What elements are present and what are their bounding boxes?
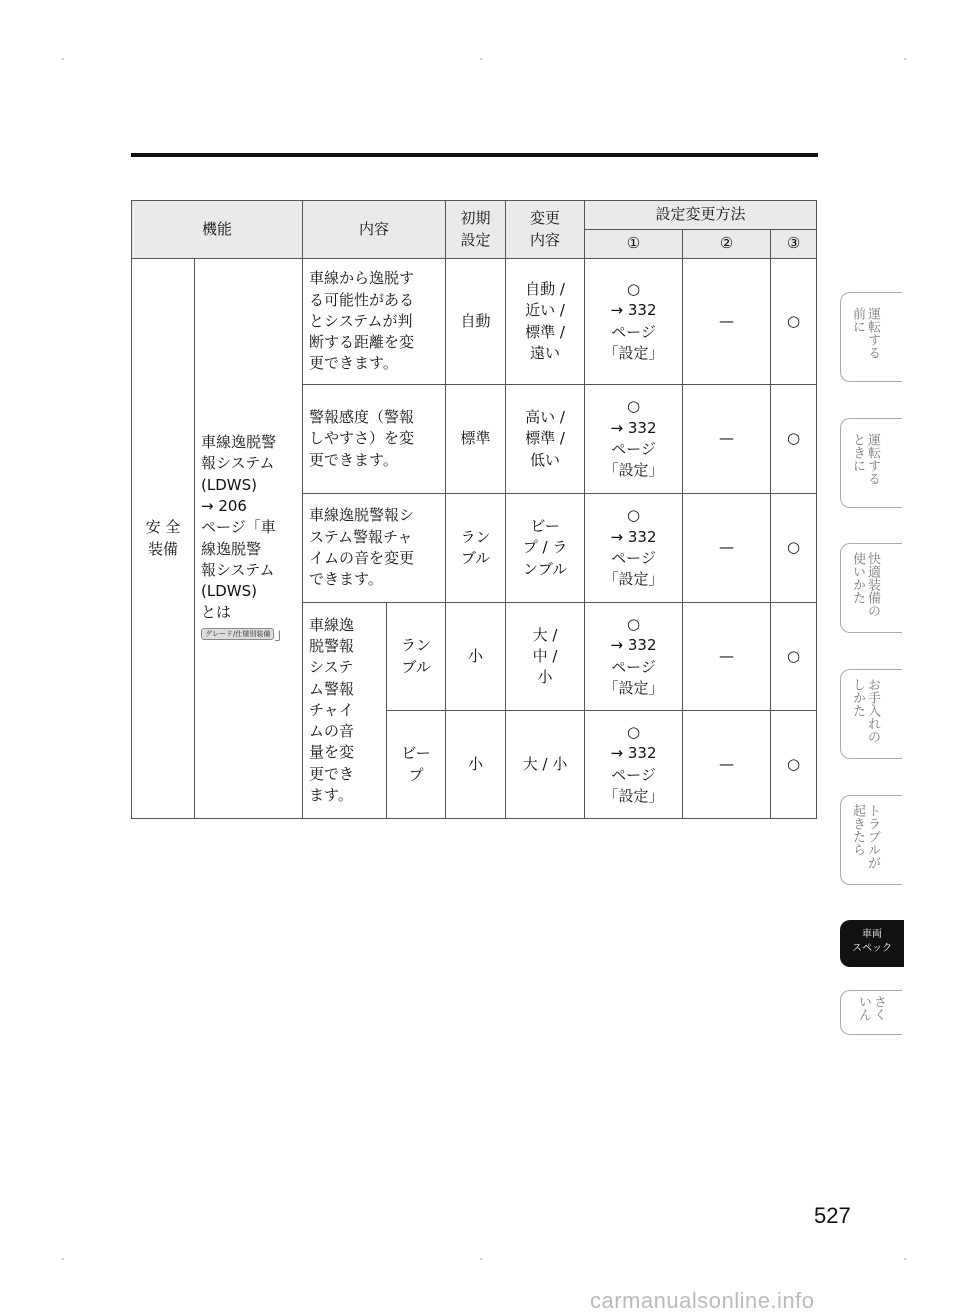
tab-trouble-label: トラブルが 起きたら <box>850 804 880 869</box>
tab-index-label: さく いん <box>856 995 886 1021</box>
row-change: 高い / 標準 / 低い <box>506 385 585 494</box>
header-method-1: ① <box>585 230 683 259</box>
row-initial: ラン ブル <box>446 494 506 603</box>
row-method-2: — <box>683 603 771 711</box>
row-initial: 小 <box>446 711 506 819</box>
row-method-1: ○ → 332 ページ 「設定」 <box>585 603 683 711</box>
feature-text: 車線逸脱警 報システム (LDWS) → 206 ページ「車 線逸脱警 報システム (LDWS) とは <box>201 433 277 622</box>
row-method-1: ○ → 332 ページ 「設定」 <box>585 385 683 494</box>
row-change: 大 / 中 / 小 <box>506 603 585 711</box>
crop-mark <box>904 58 906 60</box>
row-method-2: — <box>683 259 771 385</box>
header-method-3: ③ <box>771 230 817 259</box>
row-method-2: — <box>683 494 771 603</box>
row-method-2: — <box>683 385 771 494</box>
tab-comfort[interactable] <box>840 543 902 633</box>
crop-mark <box>480 1258 482 1260</box>
crop-mark <box>904 1258 906 1260</box>
sub-feature-cell: 車線逸 脱警報 システ ム警報 チャイ ムの音 量を変 更でき ます。 <box>303 603 387 819</box>
tab-care-label: お手入れの しかた <box>850 678 880 743</box>
row-change: 自動 / 近い / 標準 / 遠い <box>506 259 585 385</box>
row-method-1: ○ → 332 ページ 「設定」 <box>585 494 683 603</box>
row-content: 車線逸脱警報シ ステム警報チャ イムの音を変更 できます。 <box>303 494 446 603</box>
tab-trouble[interactable] <box>840 795 902 885</box>
row-method-3: ○ <box>771 711 817 819</box>
tab-index[interactable] <box>840 990 902 1035</box>
header-method: 設定変更方法 <box>585 201 817 230</box>
header-function: 機能 <box>132 201 303 259</box>
grade-badge: グレード/仕様別装備 <box>201 628 274 640</box>
crop-mark <box>62 1258 64 1260</box>
row-method-1: ○ → 332 ページ 「設定」 <box>585 711 683 819</box>
crop-mark <box>62 58 64 60</box>
row-method-2: — <box>683 711 771 819</box>
row-method-3: ○ <box>771 259 817 385</box>
row-content: ビー プ <box>387 711 446 819</box>
page-number: 527 <box>814 1203 851 1228</box>
header-method-2: ② <box>683 230 771 259</box>
settings-table <box>131 200 817 819</box>
tab-comfort-label: 快適装備の 使いかた <box>850 552 880 617</box>
feature-cell <box>195 259 303 819</box>
tab-vehicle-spec[interactable] <box>840 920 904 967</box>
row-method-3: ○ <box>771 385 817 494</box>
row-method-1: ○ → 332 ページ 「設定」 <box>585 259 683 385</box>
header-initial: 初期 設定 <box>446 201 506 259</box>
row-change: 大 / 小 <box>506 711 585 819</box>
feature-close: 」 <box>274 624 290 643</box>
row-content: 車線から逸脱す る可能性がある とシステムが判 断する距離を変 更できます。 <box>303 259 446 385</box>
tab-while-driving-label: 運転する ときに <box>850 433 880 485</box>
tab-care[interactable] <box>840 669 902 759</box>
header-rule <box>131 153 818 157</box>
row-change: ビー プ / ラ ンブル <box>506 494 585 603</box>
tab-while-driving[interactable] <box>840 418 902 508</box>
row-initial: 小 <box>446 603 506 711</box>
tab-vehicle-spec-label: 車両 スペック <box>852 929 892 954</box>
row-method-3: ○ <box>771 603 817 711</box>
row-method-3: ○ <box>771 494 817 603</box>
tab-before-driving[interactable] <box>840 292 902 382</box>
category-cell: 安 全 装備 <box>132 259 195 819</box>
crop-mark <box>480 58 482 60</box>
row-content: ラン ブル <box>387 603 446 711</box>
header-content: 内容 <box>303 201 446 259</box>
row-initial: 標準 <box>446 385 506 494</box>
header-change: 変更 内容 <box>506 201 585 259</box>
watermark: carmanualsonline.info <box>590 1288 815 1313</box>
row-content: 警報感度（警報 しやすさ）を変 更できます。 <box>303 385 446 494</box>
tab-before-driving-label: 運転する 前に <box>850 307 880 359</box>
row-initial: 自動 <box>446 259 506 385</box>
